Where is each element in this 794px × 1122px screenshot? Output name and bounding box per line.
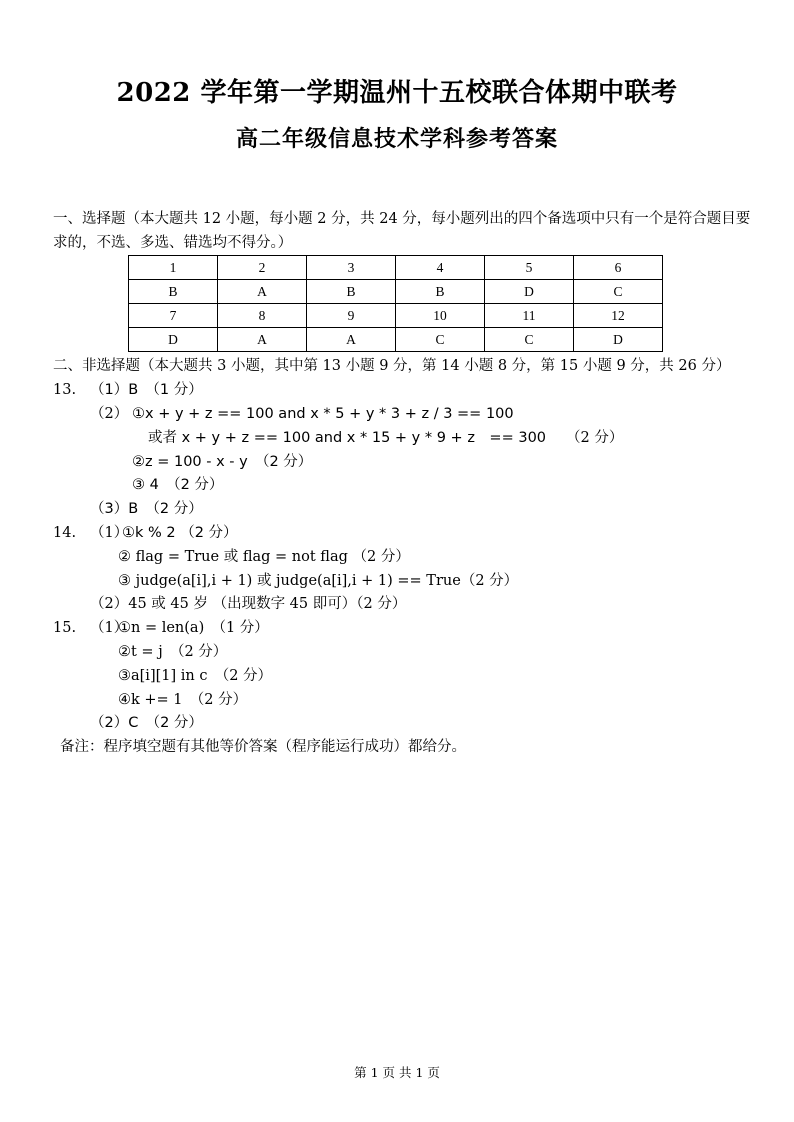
answer-cell: A [218, 328, 307, 352]
answer-table [128, 255, 663, 352]
answer-table-row [129, 328, 663, 352]
question-number-cell: 4 [396, 256, 485, 280]
question-number-cell: 2 [218, 256, 307, 280]
q14-part1-label: （1） [90, 525, 129, 541]
document-title: 2022 学年第一学期温州十五校联合体期中联考 [116, 78, 678, 108]
answer-cell: B [396, 280, 485, 304]
q13-part2-answer-c: ②z = 100 - x - y （2 分） [132, 454, 313, 470]
question-number-cell: 1 [129, 256, 218, 280]
q13-part2-answer-d: ③ 4 （2 分） [132, 477, 224, 493]
answer-cell: A [307, 328, 396, 352]
answer-cell: D [574, 328, 663, 352]
q15-part1-answer-a: ①n = len(a) （1 分） [118, 620, 269, 636]
answer-table-row [129, 256, 663, 280]
q13-part3: （3）B （2 分） [90, 501, 203, 517]
q13-part1: （1）B （1 分） [90, 382, 203, 398]
q15-part2: （2）C （2 分） [90, 715, 203, 731]
question-number-cell: 5 [485, 256, 574, 280]
answer-table-row [129, 280, 663, 304]
answer-cell: C [574, 280, 663, 304]
page-footer: 第 1 页 共 1 页 [354, 1065, 440, 1080]
q15-number: 15. [53, 620, 77, 636]
question-number-cell: 11 [485, 304, 574, 328]
q13-part2-label: （2） [90, 406, 129, 422]
q13-part2-answer-b-score: （2 分） [566, 430, 624, 446]
q13-number: 13. [53, 382, 77, 398]
answer-cell: B [307, 280, 396, 304]
q13-part2-answer-b: 或者 x + y + z == 100 and x * 15 + y * 9 + z == 300 [148, 430, 547, 446]
question-number-cell: 3 [307, 256, 396, 280]
answer-cell: C [485, 328, 574, 352]
q14-part1-answer-a: ①k % 2 （2 分） [122, 525, 238, 541]
q14-part1-answer-c: ③ judge(a[i],i + 1) 或 judge(a[i],i + 1) == True（2 分） [118, 573, 519, 589]
answer-cell: B [129, 280, 218, 304]
question-number-cell: 7 [129, 304, 218, 328]
q15-part1-answer-b: ②t = j （2 分） [118, 644, 228, 660]
answer-cell: A [218, 280, 307, 304]
q13-part2-answer-a: ①x + y + z == 100 and x * 5 + y * 3 + z / 3 == 100 [132, 406, 514, 422]
q14-number: 14. [53, 525, 77, 541]
answer-cell: D [485, 280, 574, 304]
q15-part1-answer-c: ③a[i][1] in c （2 分） [118, 668, 273, 684]
question-number-cell: 10 [396, 304, 485, 328]
question-number-cell: 8 [218, 304, 307, 328]
answer-cell: D [129, 328, 218, 352]
q15-part1-answer-d: ④k += 1 （2 分） [118, 692, 248, 708]
answer-cell: C [396, 328, 485, 352]
question-number-cell: 12 [574, 304, 663, 328]
answer-table-row [129, 304, 663, 328]
q15-part1-label: （1） [90, 620, 129, 636]
q14-part1-answer-b: ② flag = True 或 flag = not flag （2 分） [118, 549, 410, 565]
question-number-cell: 9 [307, 304, 396, 328]
section1-heading: 一、选择题（本大题共 12 小题，每小题 2 分，共 24 分，每小题列出的四个备选项中只有一个是符合题目要求的，不选、多选、错选均不得分。） [53, 211, 751, 251]
section2-heading: 二、非选择题（本大题共 3 小题，其中第 13 小题 9 分，第 14 小题 8 分，第 15 小题 9 分，共 26 分） [53, 358, 731, 374]
document-subtitle: 高二年级信息技术学科参考答案 [235, 126, 558, 152]
q14-part2: （2）45 或 45 岁 （出现数字 45 即可）（2 分） [90, 596, 407, 612]
question-number-cell: 6 [574, 256, 663, 280]
note: 备注：程序填空题有其他等价答案（程序能运行成功）都给分。 [60, 739, 466, 755]
